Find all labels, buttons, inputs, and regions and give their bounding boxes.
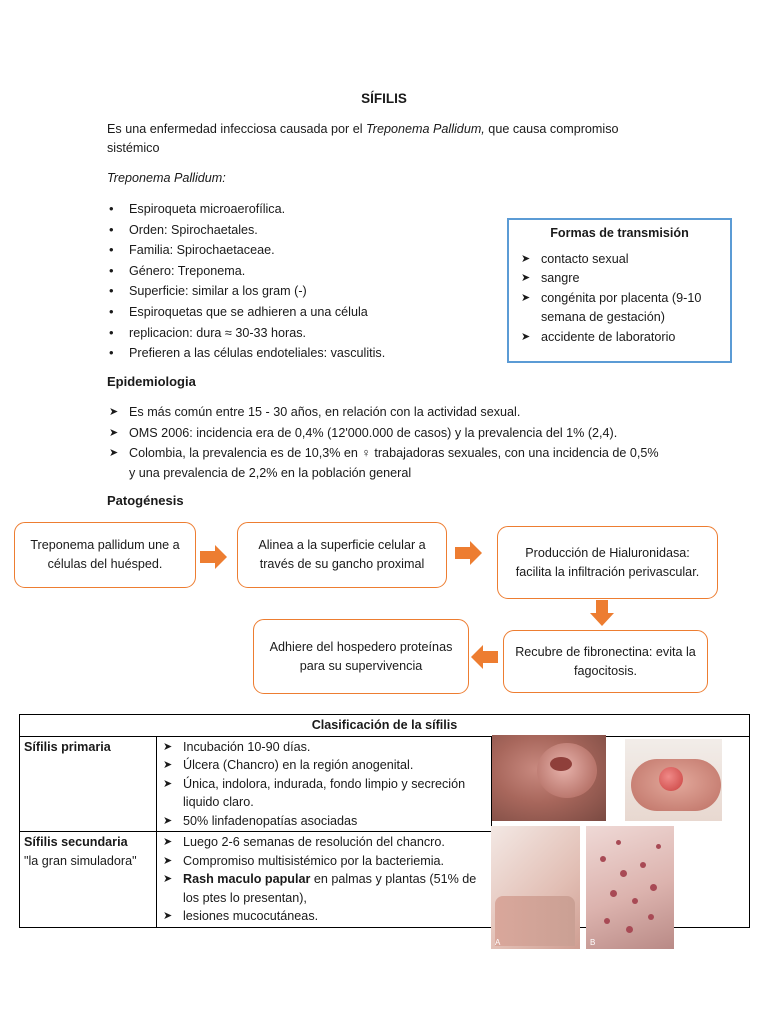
- arrow-bullet-icon: ➤: [163, 814, 173, 827]
- list-item: [107, 403, 667, 423]
- list-item-text: Úlcera (Chancro) en la región anogenital.: [183, 758, 414, 772]
- stage-subtitle: "la gran simuladora": [24, 853, 137, 868]
- photo-label: B: [590, 938, 596, 947]
- right-arrow-icon: [455, 541, 483, 565]
- transmission-title: Formas de transmisión: [550, 226, 689, 240]
- list-item-text: congénita por placenta (9-10 semana de gestación): [541, 290, 702, 325]
- flow-step-1: Treponema pallidum une a células del huésped.: [14, 522, 196, 588]
- document-title: SÍFILIS: [361, 91, 407, 106]
- secondary-rash-photo-b: [586, 826, 674, 949]
- list-item: [519, 289, 720, 328]
- arrow-bullet-icon: ➤: [163, 740, 173, 753]
- list-item-text: OMS 2006: incidencia era de 0,4% (12'000.000 de casos) y la prevalencia del 1% (2,4).: [129, 425, 618, 440]
- table-header-row: [20, 715, 750, 737]
- list-item: [519, 328, 720, 347]
- list-item-text: accidente de laboratorio: [541, 329, 676, 344]
- list-item: [161, 852, 487, 871]
- list-item-text: Compromiso multisistémico por la bacteriemia.: [183, 853, 445, 868]
- list-item-text: Colombia, la prevalencia es de 10,3% en ♀ trabajadoras sexuales, con una incidencia de 0,5% y una prevalencia de 2,2% en la población general: [129, 446, 659, 480]
- list-item: • Superficie: similar a los gram (-): [107, 281, 385, 302]
- list-item: [107, 444, 667, 483]
- list-item: [161, 870, 487, 907]
- arrow-bullet-icon: ➤: [163, 873, 173, 885]
- arrow-bullet-icon: ➤: [521, 272, 531, 285]
- list-item: [161, 775, 487, 812]
- intro-organism: Treponema Pallidum,: [366, 122, 485, 136]
- list-item: • Orden: Spirochaetales.: [107, 220, 385, 241]
- down-arrow-icon: [590, 600, 614, 626]
- list-item: [107, 424, 667, 444]
- list-item: [161, 756, 487, 775]
- stage-item-list: [161, 833, 487, 926]
- intro-paragraph: [107, 120, 667, 158]
- left-arrow-icon: [471, 645, 499, 669]
- arrow-bullet-icon: ➤: [109, 447, 119, 459]
- stage-items-cell: [157, 832, 492, 928]
- primary-chancre-photo-1: [492, 735, 606, 821]
- list-item-text: Incubación 10-90 días.: [183, 739, 311, 754]
- stage-label: Sífilis secundaria: [24, 835, 128, 849]
- stage-label: Sífilis primaria: [24, 739, 111, 754]
- list-item: • Familia: Spirochaetaceae.: [107, 240, 385, 261]
- list-item: • Espiroquetas que se adhieren a una célula: [107, 302, 385, 323]
- arrow-bullet-icon: ➤: [163, 836, 173, 848]
- right-arrow-icon: [200, 545, 228, 569]
- epidemiology-heading: Epidemiologia: [107, 374, 196, 389]
- list-item-text: contacto sexual: [541, 252, 629, 266]
- list-item: [519, 250, 720, 269]
- arrow-bullet-icon: ➤: [521, 253, 531, 265]
- list-item: • Género: Treponema.: [107, 261, 385, 282]
- arrow-bullet-icon: ➤: [163, 854, 173, 867]
- photo-label: A: [495, 938, 501, 947]
- arrow-bullet-icon: ➤: [521, 291, 531, 304]
- list-item: [519, 269, 720, 288]
- epidemiology-list: [107, 403, 667, 484]
- list-item: [161, 812, 487, 831]
- list-item-text: 50% linfadenopatías asociadas: [183, 813, 358, 828]
- flow-step-4: Recubre de fibronectina: evita la fagocitosis.: [503, 630, 708, 693]
- secondary-rash-photo-a: [491, 826, 580, 949]
- flow-step-3: Producción de Hialuronidasa: facilita la infiltración perivascular.: [497, 526, 718, 599]
- stage-cell: [20, 832, 157, 928]
- arrow-bullet-icon: ➤: [163, 759, 173, 771]
- transmission-box: [507, 218, 732, 363]
- arrow-bullet-icon: ➤: [109, 426, 119, 439]
- intro-text-start: Es una enfermedad infecciosa causada por el: [107, 122, 367, 136]
- primary-chancre-photo-2: [625, 739, 722, 821]
- stage-cell: [20, 736, 157, 832]
- list-item-text: Luego 2-6 semanas de resolución del chancro.: [183, 835, 445, 849]
- intro-text-end: que causa compromiso sistémico: [107, 122, 619, 155]
- pathogenesis-heading: Patogénesis: [107, 493, 184, 508]
- list-item: • Espiroqueta microaerofílica.: [107, 199, 385, 220]
- list-item-text: lesiones mucocutáneas.: [183, 909, 319, 923]
- flow-step-5: Adhiere del hospedero proteínas para su supervivencia: [253, 619, 469, 694]
- transmission-list: [519, 250, 720, 347]
- stage-item-list: [161, 738, 487, 831]
- list-item: [161, 833, 487, 852]
- stage-items-cell: [157, 736, 492, 832]
- arrow-bullet-icon: ➤: [109, 406, 119, 418]
- list-item-text: en palmas y plantas (51% de los ptes lo presentan),: [183, 872, 477, 905]
- list-item: • replicacion: dura ≈ 30-33 horas.: [107, 323, 385, 344]
- arrow-bullet-icon: ➤: [163, 777, 173, 790]
- list-item-bold-text: Rash maculo papular: [183, 872, 311, 886]
- flow-step-2: Alinea a la superficie celular a través de su gancho proximal: [237, 522, 447, 588]
- list-item: [161, 738, 487, 757]
- list-item-text: Única, indolora, indurada, fondo limpio y secreción liquido claro.: [183, 776, 466, 809]
- treponema-heading: Treponema Pallidum:: [107, 171, 226, 185]
- classification-title: Clasificación de la sífilis: [20, 715, 750, 737]
- arrow-bullet-icon: ➤: [521, 330, 531, 343]
- arrow-bullet-icon: ➤: [163, 910, 173, 922]
- list-item: [161, 907, 487, 926]
- list-item: • Prefieren a las células endoteliales: vasculitis.: [107, 343, 385, 364]
- treponema-bullet-list: [107, 199, 385, 364]
- list-item-text: sangre: [541, 271, 580, 286]
- list-item-text: Es más común entre 15 - 30 años, en relación con la actividad sexual.: [129, 405, 521, 419]
